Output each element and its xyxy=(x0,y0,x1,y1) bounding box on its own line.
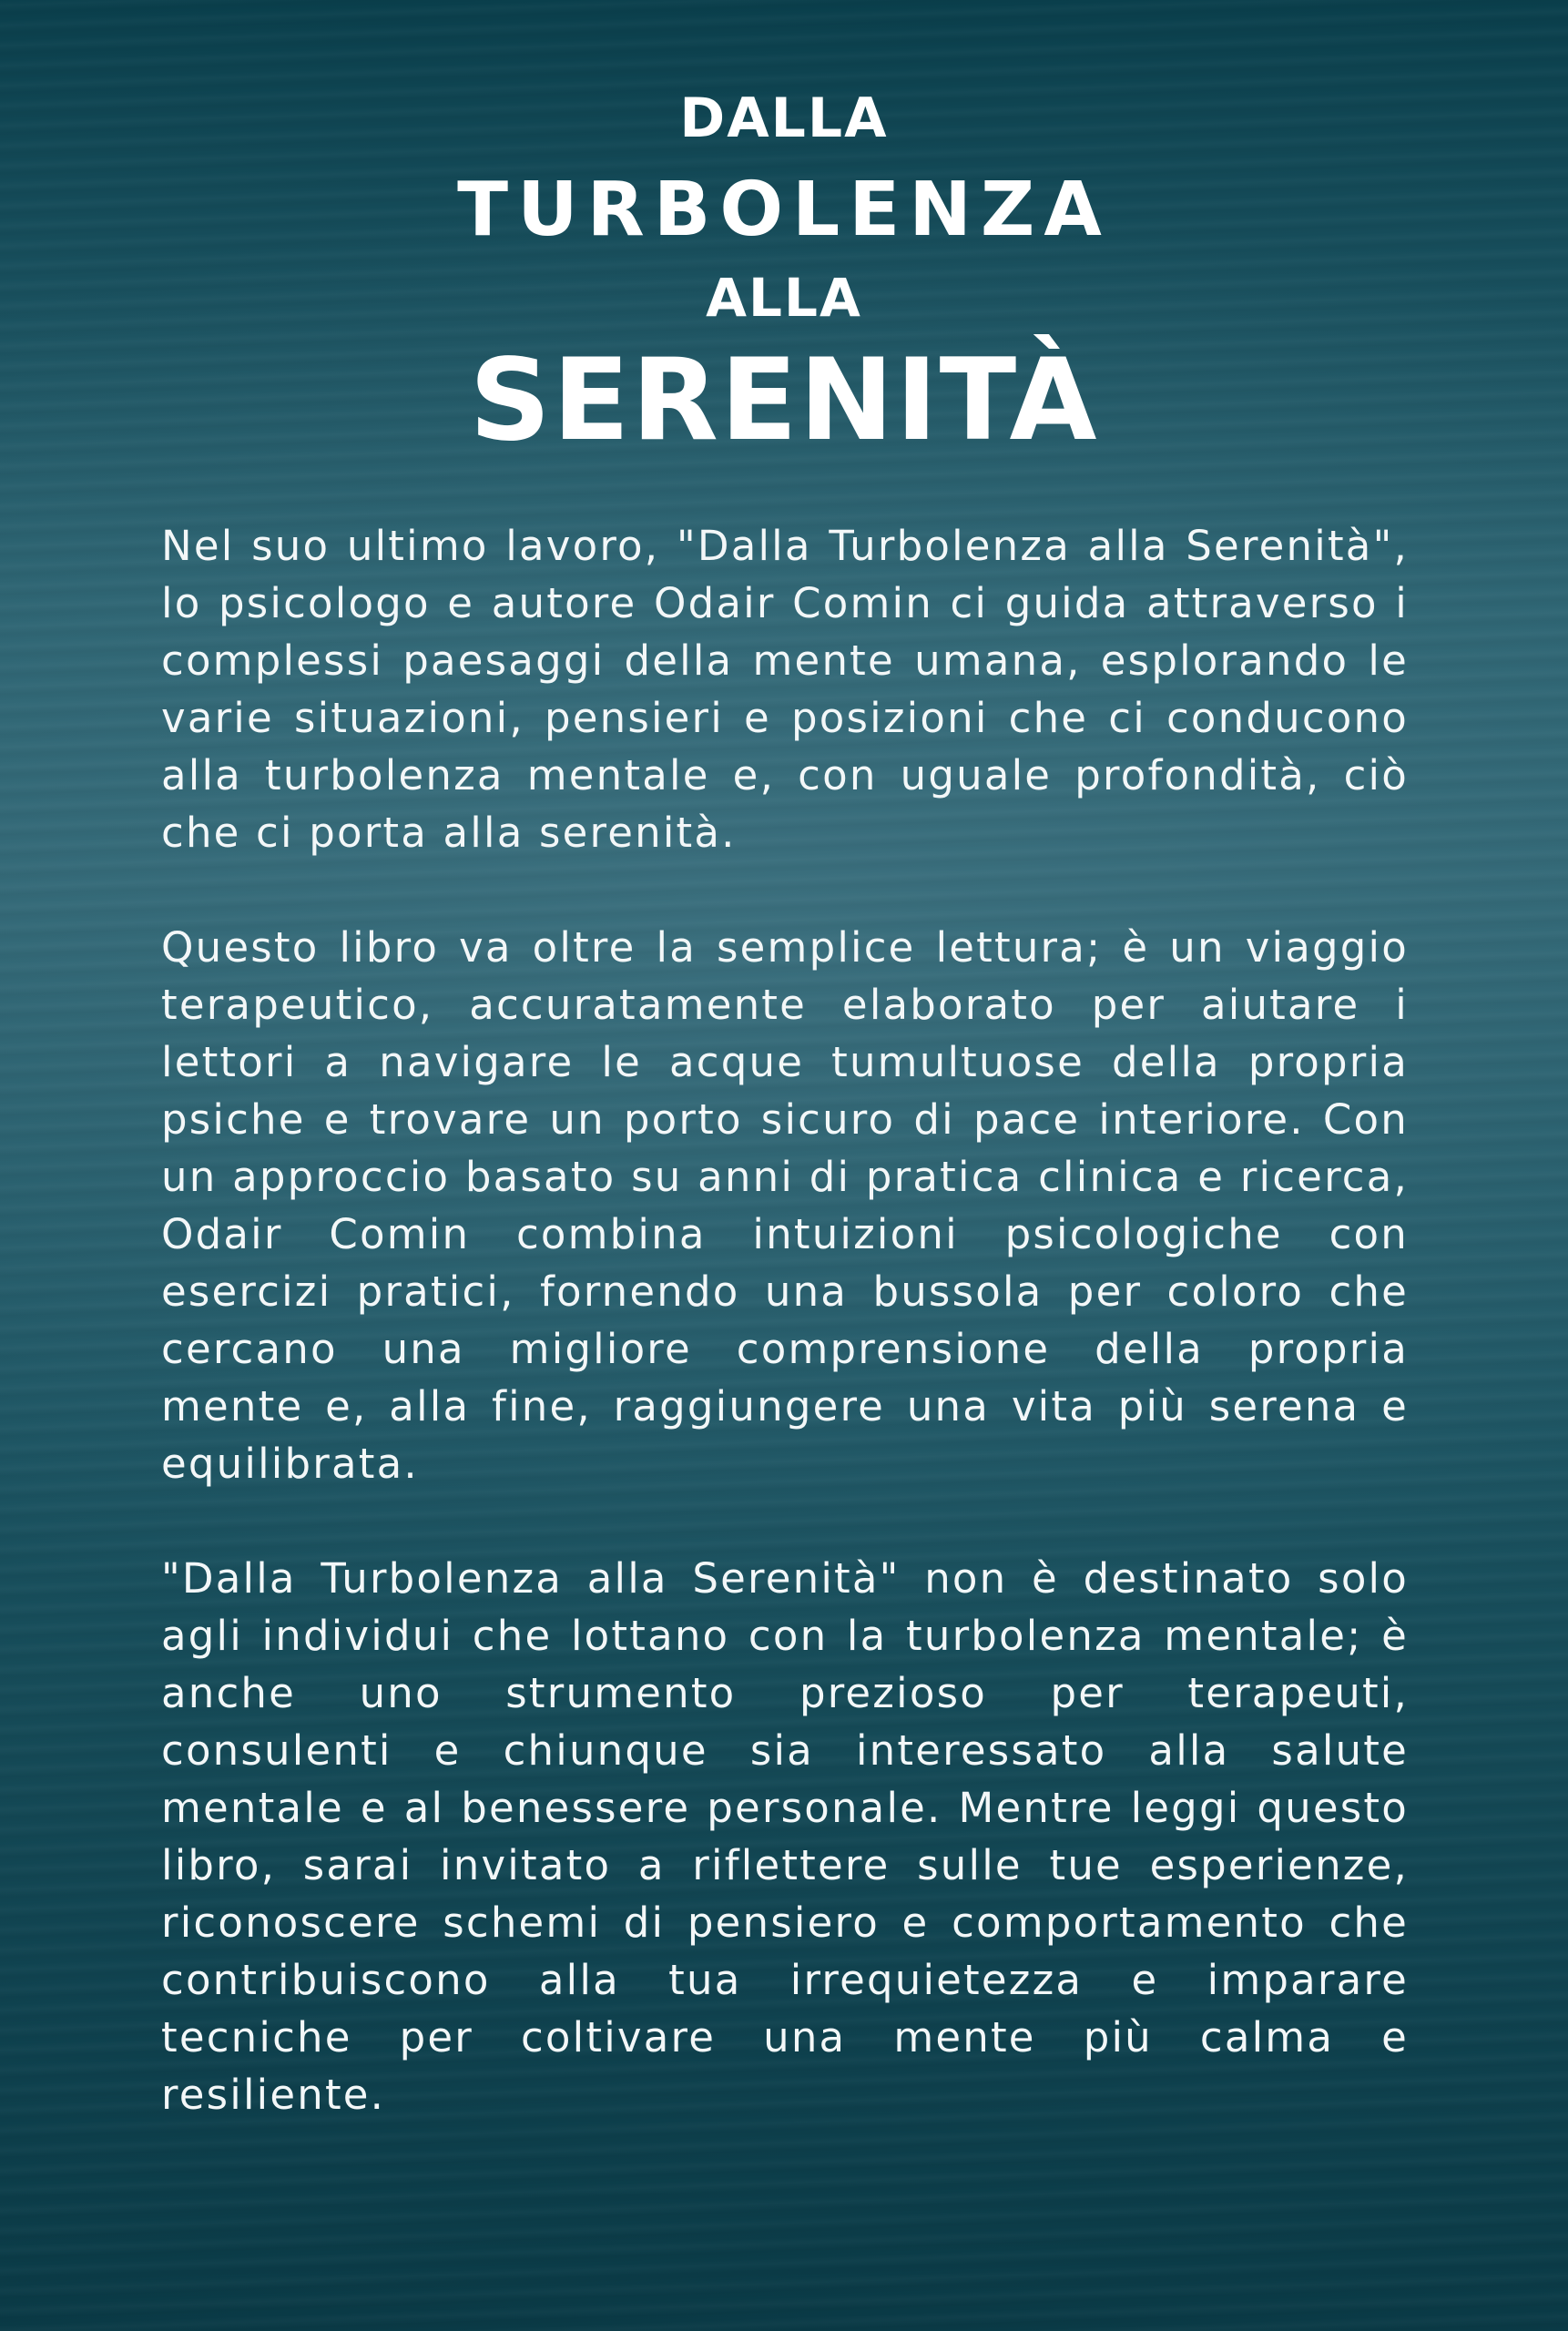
title-line-serenita: SERENITÀ xyxy=(469,335,1099,466)
book-description xyxy=(161,517,1409,2123)
title-line-dalla: DALLA xyxy=(679,87,889,150)
title-line-turbolenza: TURBOLENZA xyxy=(457,167,1111,253)
paragraph-journey: Questo libro va oltre la semplice lettura; è un viaggio terapeutico, accuratamente elaborato per aiutare i lettori a navigare le acque tumultuose della propria psiche e trovare un porto sicuro di pace interiore. Con un approccio basato su anni di pratica clinica e ricerca, Odair Comin combina intuizioni psicologiche con esercizi pratici, fornendo una bussola per coloro che cercano una migliore comprensione della propria mente e, alla fine, raggiungere una vita più serena e equilibrata. xyxy=(161,923,1409,1488)
paragraph-audience: "Dalla Turbolenza alla Serenità" non è destinato solo agli individui che lottano con la turbolenza mentale; è anche uno strumento prezioso per terapeuti, consulenti e chiunque sia interessato alla salute mentale e al benessere personale. Mentre leggi questo libro, sarai invitato a riflettere sulle tue esperienze, riconoscere schemi di pensiero e comportamento che contribuiscono alla tua irrequietezza e imparare tecniche per coltivare una mente più calma e resiliente. xyxy=(161,1554,1409,2119)
paragraph-intro: Nel suo ultimo lavoro, "Dalla Turbolenza alla Serenità", lo psicologo e autore Odair Comin ci guida attraverso i complessi paesaggi della mente umana, esplorando le varie situazioni, pensieri e posizioni che ci conducono alla turbolenza mentale e, con uguale profondità, ciò che ci porta alla serenità. xyxy=(161,522,1409,857)
title-line-alla: ALLA xyxy=(706,267,862,329)
book-title xyxy=(0,87,1568,466)
